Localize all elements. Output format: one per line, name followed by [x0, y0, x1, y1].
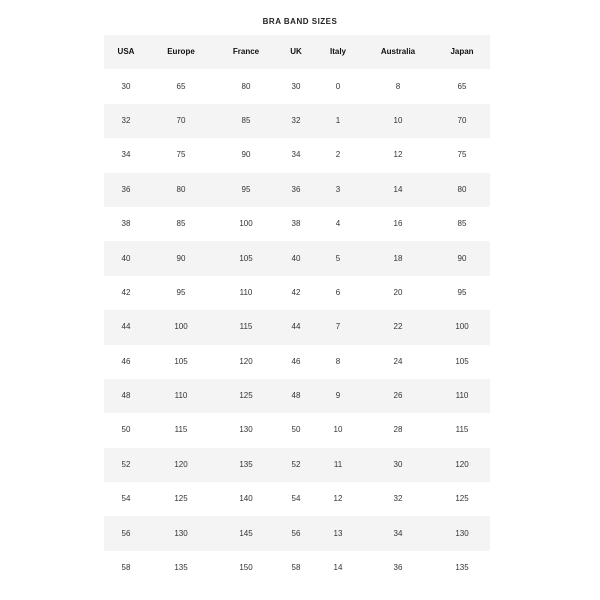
table-row — [104, 138, 490, 172]
cell-japan: 95 — [457, 287, 467, 297]
table-row — [104, 241, 490, 275]
cell-italy: 9 — [335, 391, 341, 401]
cell-france: 85 — [241, 115, 251, 125]
cell-usa: 36 — [121, 184, 131, 194]
column-header-uk: UK — [290, 47, 302, 57]
header-row — [104, 35, 490, 69]
table-row — [104, 207, 490, 241]
cell-france: 150 — [239, 563, 253, 573]
cell-france: 80 — [241, 81, 251, 91]
cell-europe: 70 — [176, 115, 186, 125]
cell-uk: 54 — [291, 494, 301, 504]
cell-usa: 32 — [121, 115, 131, 125]
cell-australia: 24 — [393, 356, 403, 366]
cell-japan: 135 — [455, 563, 469, 573]
table-row — [104, 482, 490, 516]
table-row — [104, 551, 490, 585]
cell-uk: 50 — [291, 425, 301, 435]
column-header-usa: USA — [117, 47, 135, 57]
cell-italy: 10 — [333, 425, 343, 435]
cell-australia: 14 — [393, 184, 403, 194]
cell-italy: 8 — [335, 356, 341, 366]
cell-australia: 36 — [393, 563, 403, 573]
cell-france: 110 — [239, 287, 253, 297]
cell-australia: 16 — [393, 219, 403, 229]
bra-band-size-table — [104, 35, 490, 585]
cell-japan: 65 — [457, 81, 467, 91]
table-row — [104, 448, 490, 482]
cell-usa: 52 — [121, 459, 131, 469]
table-body — [104, 69, 490, 585]
cell-europe: 85 — [176, 219, 186, 229]
cell-italy: 7 — [335, 322, 341, 332]
cell-australia: 18 — [393, 253, 403, 263]
cell-italy: 14 — [333, 563, 343, 573]
table-row — [104, 173, 490, 207]
cell-europe: 135 — [174, 563, 188, 573]
cell-uk: 34 — [291, 150, 301, 160]
cell-uk: 30 — [291, 81, 301, 91]
cell-uk: 52 — [291, 459, 301, 469]
cell-australia: 20 — [393, 287, 403, 297]
cell-italy: 12 — [333, 494, 343, 504]
cell-japan: 85 — [457, 219, 467, 229]
cell-japan: 105 — [455, 356, 469, 366]
cell-usa: 38 — [121, 219, 131, 229]
cell-uk: 40 — [291, 253, 301, 263]
cell-europe: 130 — [174, 528, 188, 538]
cell-france: 95 — [241, 184, 251, 194]
cell-uk: 42 — [291, 287, 301, 297]
cell-uk: 32 — [291, 115, 301, 125]
column-header-japan: Japan — [450, 47, 474, 57]
cell-france: 115 — [239, 322, 253, 332]
cell-japan: 90 — [457, 253, 467, 263]
cell-australia: 26 — [393, 391, 403, 401]
cell-japan: 120 — [455, 459, 469, 469]
cell-uk: 48 — [291, 391, 301, 401]
cell-australia: 30 — [393, 459, 403, 469]
cell-france: 90 — [241, 150, 251, 160]
cell-france: 120 — [239, 356, 253, 366]
cell-uk: 44 — [291, 322, 301, 332]
cell-europe: 75 — [176, 150, 186, 160]
table-row — [104, 516, 490, 550]
cell-france: 145 — [239, 528, 253, 538]
cell-europe: 110 — [174, 391, 188, 401]
cell-italy: 11 — [333, 459, 343, 469]
table-title: BRA BAND SIZES — [262, 17, 338, 26]
table-row — [104, 69, 490, 103]
cell-japan: 100 — [455, 322, 469, 332]
cell-australia: 12 — [393, 150, 403, 160]
cell-europe: 120 — [174, 459, 188, 469]
table-row — [104, 310, 490, 344]
cell-europe: 80 — [176, 184, 186, 194]
cell-uk: 46 — [291, 356, 301, 366]
cell-italy: 4 — [335, 219, 341, 229]
cell-italy: 6 — [335, 287, 341, 297]
cell-uk: 56 — [291, 528, 301, 538]
cell-australia: 10 — [393, 115, 403, 125]
cell-australia: 34 — [393, 528, 403, 538]
cell-usa: 54 — [121, 494, 131, 504]
table-header — [104, 35, 490, 69]
cell-australia: 8 — [395, 81, 401, 91]
cell-japan: 125 — [455, 494, 469, 504]
table-row — [104, 413, 490, 447]
cell-usa: 30 — [121, 81, 131, 91]
cell-italy: 2 — [335, 150, 341, 160]
cell-france: 130 — [239, 425, 253, 435]
cell-france: 105 — [239, 253, 253, 263]
cell-usa: 50 — [121, 425, 131, 435]
cell-italy: 1 — [335, 115, 341, 125]
cell-usa: 42 — [121, 287, 131, 297]
table-row — [104, 104, 490, 138]
cell-japan: 75 — [457, 150, 467, 160]
table-row — [104, 276, 490, 310]
cell-japan: 110 — [455, 391, 469, 401]
column-header-france: France — [232, 47, 260, 57]
cell-europe: 100 — [174, 322, 188, 332]
cell-japan: 115 — [455, 425, 469, 435]
cell-usa: 48 — [121, 391, 131, 401]
cell-usa: 46 — [121, 356, 131, 366]
cell-europe: 90 — [176, 253, 186, 263]
cell-uk: 36 — [291, 184, 301, 194]
cell-italy: 13 — [333, 528, 343, 538]
cell-japan: 130 — [455, 528, 469, 538]
cell-australia: 22 — [393, 322, 403, 332]
cell-australia: 28 — [393, 425, 403, 435]
cell-italy: 3 — [335, 184, 341, 194]
column-header-europe: Europe — [167, 47, 195, 57]
cell-uk: 58 — [291, 563, 301, 573]
cell-usa: 56 — [121, 528, 131, 538]
cell-france: 135 — [239, 459, 253, 469]
cell-usa: 34 — [121, 150, 131, 160]
cell-france: 125 — [239, 391, 253, 401]
cell-france: 100 — [239, 219, 253, 229]
column-header-australia: Australia — [380, 47, 416, 57]
cell-france: 140 — [239, 494, 253, 504]
cell-europe: 65 — [176, 81, 186, 91]
cell-japan: 70 — [457, 115, 467, 125]
cell-europe: 105 — [174, 356, 188, 366]
cell-europe: 115 — [174, 425, 188, 435]
cell-italy: 5 — [335, 253, 341, 263]
column-header-italy: Italy — [329, 47, 346, 57]
table-row — [104, 379, 490, 413]
cell-europe: 125 — [174, 494, 188, 504]
table-row — [104, 345, 490, 379]
cell-uk: 38 — [291, 219, 301, 229]
cell-usa: 40 — [121, 253, 131, 263]
cell-italy: 0 — [335, 81, 341, 91]
cell-europe: 95 — [176, 287, 186, 297]
cell-japan: 80 — [457, 184, 467, 194]
cell-usa: 58 — [121, 563, 131, 573]
cell-australia: 32 — [393, 494, 403, 504]
cell-usa: 44 — [121, 322, 131, 332]
